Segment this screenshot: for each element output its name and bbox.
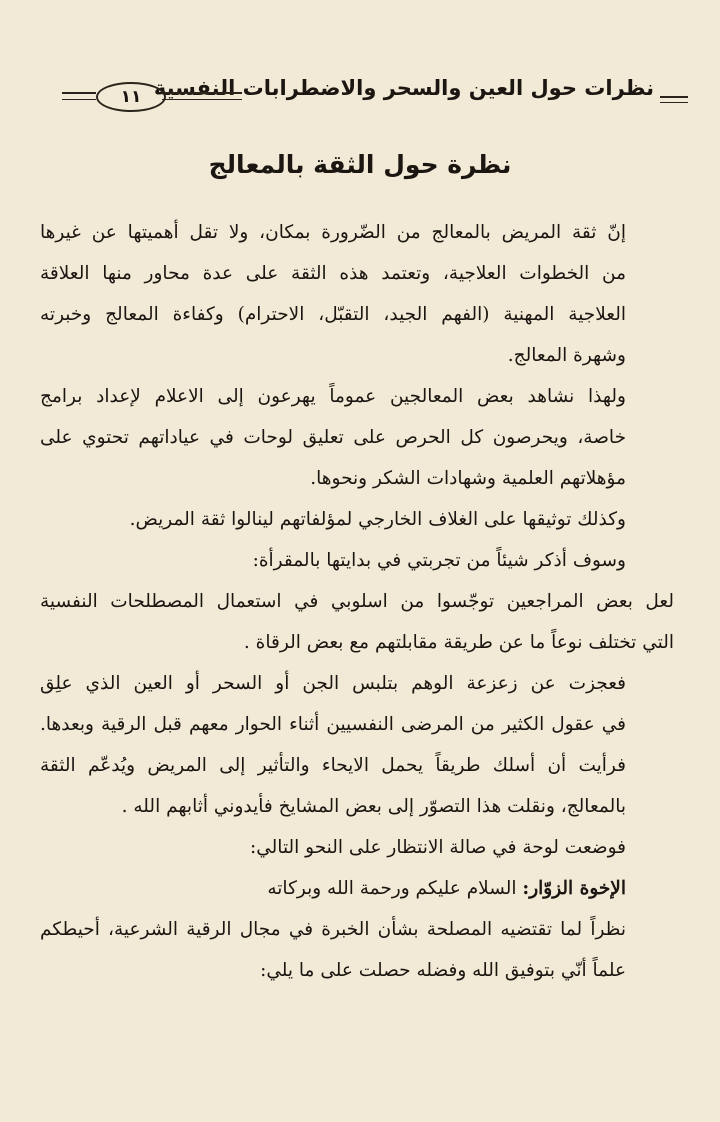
text-line: خاصة، ويحرصون كل الحرص على تعليق لوحات في عياداتهم تحتوي على — [40, 427, 626, 448]
text-line: نظراً لما تقتضيه المصلحة بشأن الخبرة في مجال الرقية الشرعية، أحيطكم — [40, 919, 626, 940]
paragraph — [40, 745, 674, 827]
text-line: من الخطوات العلاجية، وتعتمد هذه الثقة على عدة محاور منها العلاقة — [40, 263, 626, 284]
page-number: ١١ — [120, 87, 142, 107]
header-rule-mid — [162, 92, 242, 94]
paragraph — [40, 376, 674, 499]
header-rule-left-thin — [62, 99, 96, 100]
text-line: مؤهلاتهم العلمية وشهادات الشكر ونحوها. — [310, 468, 626, 489]
paragraph — [40, 909, 674, 991]
paragraph — [40, 540, 674, 581]
greeting-lead: الإخوة الزوّار: — [522, 878, 626, 899]
text-line: العلاجية المهنية (الفهم الجيد، التقبّل، الاحترام) وكفاءة المعالج وخبرته — [40, 304, 626, 325]
body-text — [40, 212, 674, 991]
text-line: لعل بعض المراجعين توجّسوا من اسلوبي في استعمال المصطلحات النفسية — [40, 591, 674, 612]
section-title: نظرة حول الثقة بالمعالج — [208, 150, 512, 179]
paragraph — [40, 827, 674, 868]
greeting-text: السلام عليكم ورحمة الله وبركاته — [267, 878, 523, 899]
paragraph — [40, 499, 674, 540]
text-line: فعجزت عن زعزعة الوهم بتلبس الجن أو السحر أو العين الذي علِق — [40, 673, 626, 694]
text-line: في عقول الكثير من المرضى النفسيين أثناء الحوار معهم قبل الرقية وبعدها. — [40, 714, 626, 735]
text-line — [40, 868, 674, 909]
text-line: وكذلك توثيقها على الغلاف الخارجي لمؤلفاتهم لينالوا ثقة المريض. — [129, 509, 626, 530]
text-line: وشهرة المعالج. — [507, 345, 626, 366]
header-rule-right — [660, 96, 688, 98]
header-rule-right-thin — [660, 102, 688, 103]
text-line: فوضعت لوحة في صالة الانتظار على النحو التالي: — [250, 837, 626, 858]
text-line: علماً أنّي بتوفيق الله وفضله حصلت على ما يلي: — [260, 960, 626, 981]
running-header — [62, 72, 688, 120]
header-rule-mid-thin — [162, 99, 242, 100]
text-line: بالمعالج، ونقلت هذا التصوّر إلى بعض المشايخ فأيدوني أثابهم الله . — [121, 796, 626, 817]
text-line: فرأيت أن أسلك طريقاً يحمل الايحاء والتأثير إلى المريض ويُدعّم الثقة — [40, 755, 626, 776]
running-title: نظرات حول العين والسحر والاضطرابات النفسية — [153, 76, 654, 100]
paragraph — [40, 581, 674, 663]
text-line: إنّ ثقة المريض بالمعالج من الضّرورة بمكان، ولا تقل أهميتها عن غيرها — [40, 222, 626, 243]
header-rule-left — [62, 92, 96, 94]
paragraph — [40, 212, 674, 376]
text-line: وسوف أذكر شيئاً من تجربتي في بدايتها بالمقرأة: — [252, 550, 626, 571]
paragraph — [40, 868, 674, 909]
text-line: ولهذا نشاهد بعض المعالجين عموماً يهرعون إلى الاعلام لإعداد برامج — [40, 386, 626, 407]
text-line: التي تختلف نوعاً ما عن طريقة مقابلتهم مع بعض الرقاة . — [243, 632, 674, 653]
page-number-oval — [96, 82, 166, 112]
paragraph — [40, 663, 674, 745]
